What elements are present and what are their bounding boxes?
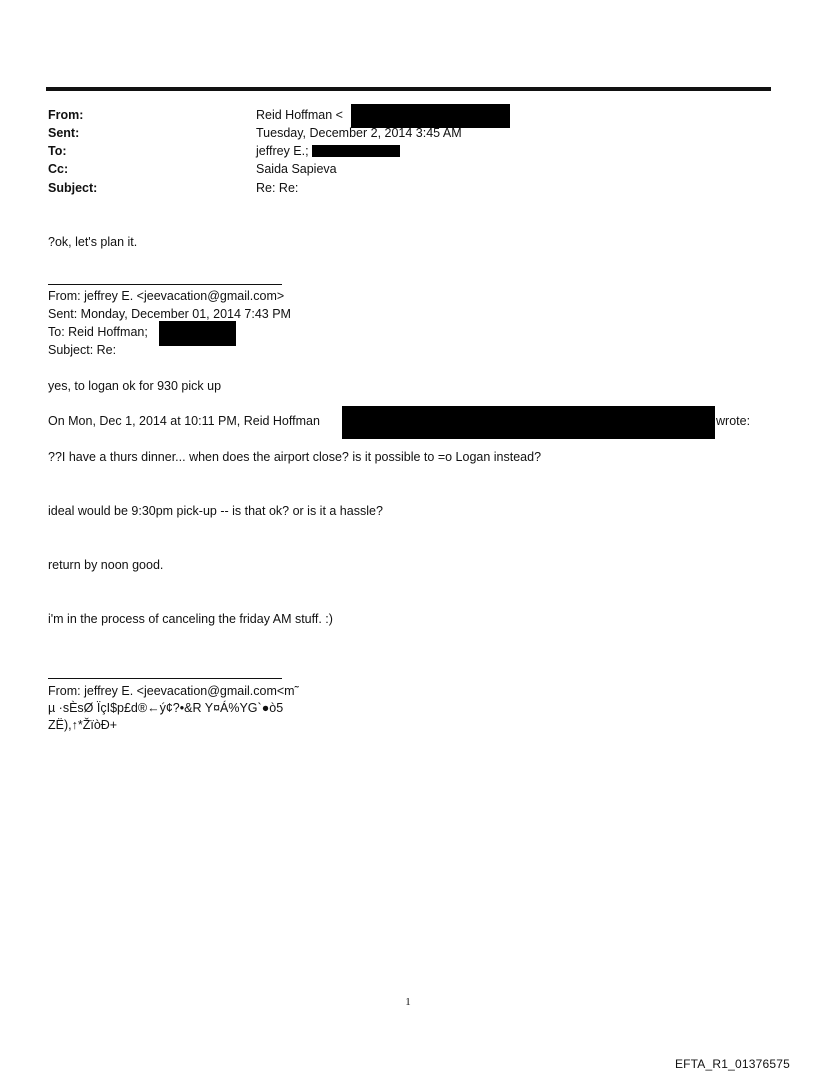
quoted1-subject: Subject: Re:	[48, 343, 117, 357]
quoted2-from: From: jeffrey E. <jeevacation@gmail.com<m˜	[48, 684, 299, 698]
page-number: 1	[405, 996, 411, 1008]
quoted1-from: From: jeffrey E. <jeevacation@gmail.com>	[48, 289, 285, 303]
subject-label: Subject:	[48, 181, 98, 195]
from-label: From:	[48, 108, 84, 122]
document-id: EFTA_R1_01376575	[674, 1057, 790, 1071]
paragraph: return by noon good.	[48, 558, 164, 572]
on-wrote-prefix: On Mon, Dec 1, 2014 at 10:11 PM, Reid Hoffman	[48, 414, 320, 428]
redaction-box	[159, 321, 236, 346]
subject-value: Re: Re:	[256, 181, 299, 195]
to-label: To:	[48, 144, 67, 158]
separator-line	[48, 284, 282, 285]
cc-value: Saida Sapieva	[256, 162, 337, 176]
quoted1-sent: Sent: Monday, December 01, 2014 7:43 PM	[48, 307, 291, 321]
on-wrote-suffix: wrote:	[716, 414, 751, 428]
top-rule	[46, 87, 771, 91]
from-value: Reid Hoffman <	[256, 108, 343, 122]
quoted1-text: yes, to logan ok for 930 pick up	[48, 379, 222, 393]
redaction-box	[351, 104, 510, 128]
to-value: jeffrey E.;	[256, 144, 309, 158]
paragraph: ideal would be 9:30pm pick-up -- is that ok? or is it a hassle?	[48, 504, 383, 518]
quoted1-to: To: Reid Hoffman;	[48, 325, 148, 339]
paragraph: i'm in the process of canceling the friday AM stuff. :)	[48, 612, 333, 626]
cc-label: Cc:	[48, 162, 69, 176]
redaction-box	[312, 145, 400, 157]
sent-value: Tuesday, December 2, 2014 3:45 AM	[256, 126, 462, 140]
garbled-line: ZË),↑*ŽïòÐ+	[48, 718, 118, 732]
garbled-line: µ ·sÈsØ ÏçI$p£d®←ý¢?•&R Y¤Á%YG`●ò5	[48, 701, 284, 715]
redaction-box	[342, 406, 715, 439]
separator-line	[48, 678, 282, 679]
paragraph: ??I have a thurs dinner... when does the airport close? is it possible to =o Logan instead?	[48, 450, 542, 464]
sent-label: Sent:	[48, 126, 80, 140]
reply-text: ?ok, let's plan it.	[48, 235, 138, 249]
